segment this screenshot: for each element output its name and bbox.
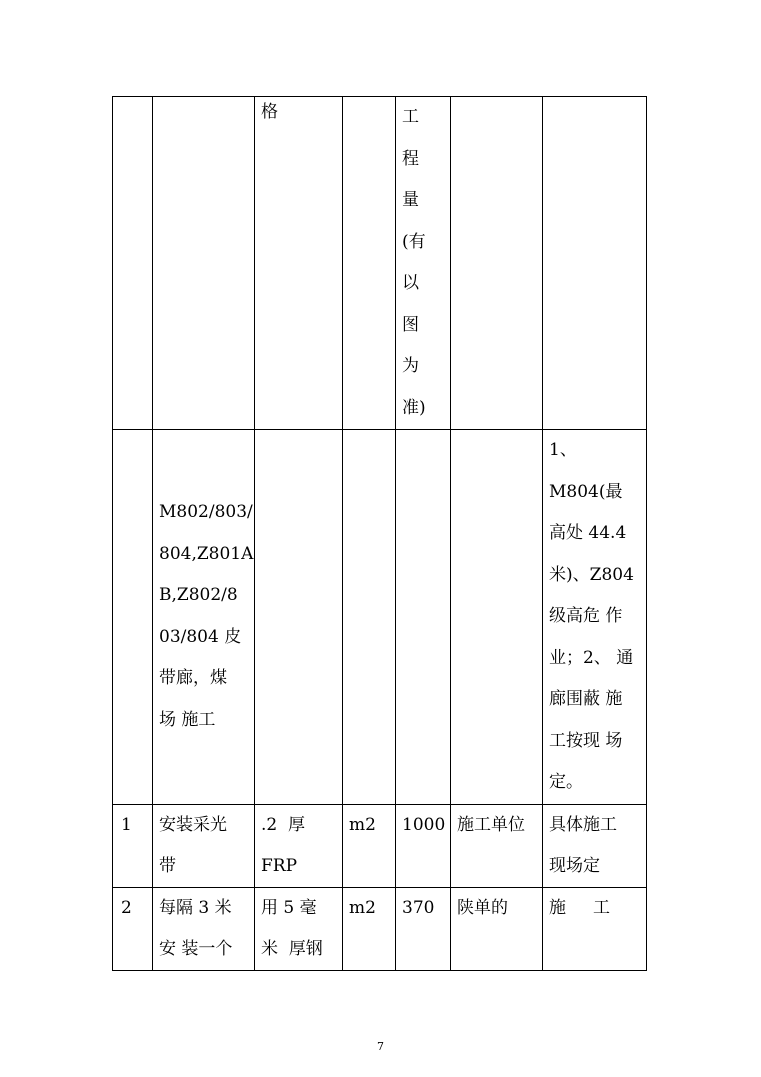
work-table xyxy=(112,96,647,971)
cell-empty xyxy=(543,97,647,430)
location-line: 场 施工 xyxy=(159,709,216,730)
remark-line: 廊围蔽 施 xyxy=(549,689,623,709)
remark-line: 现场定 xyxy=(549,855,600,876)
content-line: 安装采光 xyxy=(159,814,227,835)
cell-quantity-header xyxy=(396,97,451,430)
location-line: 03/804 皮 xyxy=(159,626,242,647)
cell-empty xyxy=(451,430,543,805)
cell-remark xyxy=(543,804,647,887)
remark-line: 业；2、 通 xyxy=(549,647,634,668)
location-line: 带廊，煤 xyxy=(159,668,227,689)
remark-line: 高处 44.4 xyxy=(549,523,627,543)
spec-line: FRP xyxy=(261,855,298,876)
spec-line: 用 5 毫 xyxy=(261,897,317,918)
remark-line: 米)、Z804 xyxy=(549,564,634,585)
cell-content xyxy=(153,804,255,887)
cell-empty xyxy=(343,430,396,805)
spec-line: .2 厚 xyxy=(261,814,306,835)
content-line: 每隔 3 米 xyxy=(159,897,232,918)
cell-spec xyxy=(255,887,343,970)
remark-line: 1、 xyxy=(549,440,577,460)
table-row xyxy=(113,804,647,887)
location-line: M802/803/ xyxy=(159,502,253,523)
table-row xyxy=(113,887,647,970)
qty-header-char: 以 xyxy=(402,273,419,293)
remark-line: M804(最 xyxy=(549,481,623,502)
cell-qty: 1000 xyxy=(396,804,451,887)
qty-header-char: 为 xyxy=(402,356,419,376)
cell-spec xyxy=(255,804,343,887)
cell-location xyxy=(153,430,255,805)
page-number: 7 xyxy=(377,1040,384,1053)
cell-empty xyxy=(113,97,153,430)
cell-empty xyxy=(343,97,396,430)
cell-empty xyxy=(113,430,153,805)
spec-header-text: 格 xyxy=(261,102,278,122)
remark-line: 具体施工 xyxy=(549,814,617,835)
cell-party: 施工单位 xyxy=(451,804,543,887)
cell-no: 1 xyxy=(113,804,153,887)
cell-remark xyxy=(543,430,647,805)
remark-line: 施 工 xyxy=(549,897,611,918)
remark-line: 级高危 作 xyxy=(549,606,623,626)
spec-line: 米 厚钢 xyxy=(261,938,323,959)
cell-empty xyxy=(153,97,255,430)
cell-content xyxy=(153,887,255,970)
location-line: B,Z802/8 xyxy=(159,585,238,606)
qty-header-char: 程 xyxy=(402,148,419,169)
cell-unit: m2 xyxy=(343,804,396,887)
qty-header-char: 准) xyxy=(402,397,426,418)
content-line: 安 装一个 xyxy=(159,938,233,959)
location-line: 804,Z801A xyxy=(159,543,254,564)
cell-remark xyxy=(543,887,647,970)
content-line: 带 xyxy=(159,855,176,876)
cell-empty xyxy=(255,430,343,805)
cell-empty xyxy=(396,430,451,805)
cell-qty: 370 xyxy=(396,887,451,970)
remark-line: 工按现 场 xyxy=(549,730,623,751)
cell-no: 2 xyxy=(113,887,153,970)
cell-spec-header xyxy=(255,97,343,430)
table-row xyxy=(113,97,647,430)
cell-empty xyxy=(451,97,543,430)
table-row xyxy=(113,430,647,805)
cell-unit: m2 xyxy=(343,887,396,970)
qty-header-char: (有 xyxy=(402,231,426,252)
qty-header-char: 工 xyxy=(402,107,419,127)
remark-line: 定。 xyxy=(549,772,583,792)
qty-header-char: 图 xyxy=(402,314,419,335)
qty-header-char: 量 xyxy=(402,190,419,210)
cell-party: 陕单的 xyxy=(451,887,543,970)
